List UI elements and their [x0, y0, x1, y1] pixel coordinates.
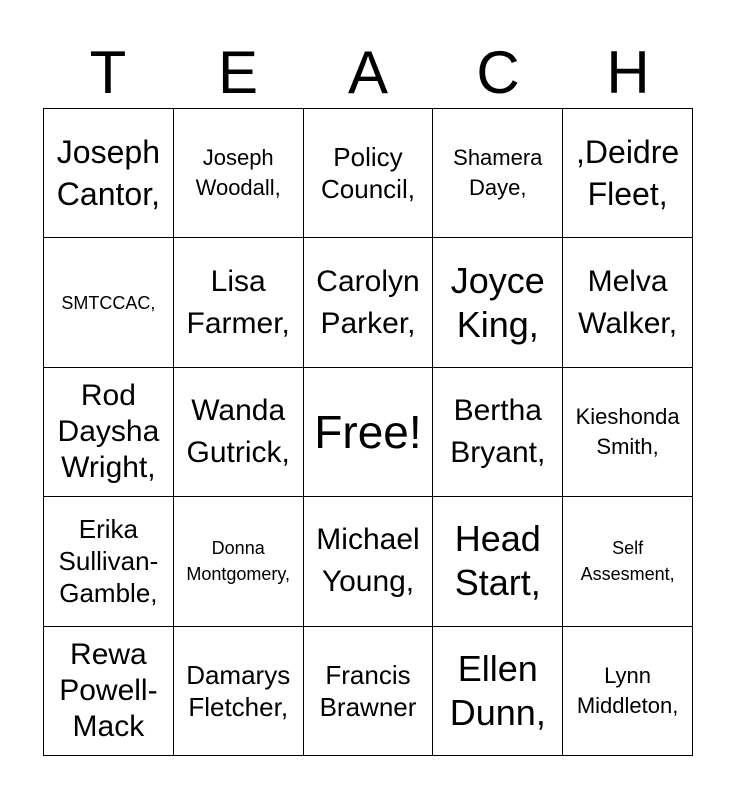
bingo-cell-r3-c5[interactable]	[563, 368, 693, 497]
cell-label: Rewa Powell- Mack	[59, 637, 158, 743]
bingo-cell-r1-c5[interactable]	[563, 109, 693, 238]
cell-label: Bertha Bryant,	[450, 393, 546, 469]
cell-label: Joseph Cantor,	[56, 134, 160, 213]
bingo-cell-r5-c1[interactable]	[44, 627, 174, 756]
bingo-board	[43, 108, 693, 756]
bingo-cell-r5-c5[interactable]	[563, 627, 693, 756]
header-letter-t: T	[89, 39, 127, 106]
bingo-cell-r1-c1[interactable]	[44, 109, 174, 238]
bingo-cell-r5-c2[interactable]	[174, 627, 304, 756]
bingo-cell-r5-c3[interactable]	[304, 627, 434, 756]
bingo-cell-r2-c4[interactable]	[433, 238, 563, 367]
bingo-cell-r4-c1[interactable]	[44, 497, 174, 626]
cell-label: Francis Brawner	[319, 659, 417, 722]
cell-label: Joyce King,	[450, 259, 545, 345]
header-letter-a: A	[347, 39, 389, 106]
bingo-cell-r2-c3[interactable]	[304, 238, 434, 367]
bingo-cell-r1-c3[interactable]	[304, 109, 434, 238]
bingo-header	[43, 38, 693, 108]
cell-label: Melva Walker,	[578, 264, 678, 340]
bingo-cell-r5-c4[interactable]	[433, 627, 563, 756]
cell-label: Donna Montgomery,	[186, 538, 291, 585]
bingo-cell-r4-c4[interactable]	[433, 497, 563, 626]
header-letter-h: H	[606, 39, 650, 106]
cell-label: Head Start,	[454, 518, 541, 604]
cell-label: Joseph Woodall,	[195, 145, 281, 201]
cell-label: Kieshonda Smith,	[575, 403, 680, 459]
header-letter-e: E	[217, 39, 259, 106]
cell-label: Carolyn Parker,	[316, 264, 420, 340]
cell-label: Lynn Middleton,	[576, 662, 679, 718]
cell-label: Lisa Farmer,	[186, 264, 290, 340]
cell-label: Policy Council,	[321, 142, 415, 205]
header-letter-c: C	[476, 39, 520, 106]
bingo-cell-r3-c3 free-space[interactable]	[304, 368, 434, 497]
bingo-cell-r2-c5[interactable]	[563, 238, 693, 367]
bingo-cell-r4-c5[interactable]	[563, 497, 693, 626]
cell-label: Michael Young,	[316, 523, 420, 599]
cell-label: ,Deidre Fleet,	[576, 134, 680, 213]
bingo-cell-r2-c2[interactable]	[174, 238, 304, 367]
bingo-cell-r2-c1[interactable]	[44, 238, 174, 367]
bingo-cell-r3-c2[interactable]	[174, 368, 304, 497]
free-space-label: Free!	[314, 405, 422, 458]
bingo-cell-r3-c1[interactable]	[44, 368, 174, 497]
cell-label: Ellen Dunn,	[449, 647, 546, 733]
bingo-cell-r3-c4[interactable]	[433, 368, 563, 497]
bingo-cell-r1-c2[interactable]	[174, 109, 304, 238]
bingo-cell-r1-c4[interactable]	[433, 109, 563, 238]
cell-label: Rod Daysha Wright,	[57, 378, 160, 484]
cell-label: Wanda Gutrick,	[186, 393, 290, 469]
cell-label: Self Assesment,	[580, 538, 675, 585]
bingo-cell-r4-c2[interactable]	[174, 497, 304, 626]
bingo-cell-r4-c3[interactable]	[304, 497, 434, 626]
cell-label: SMTCCAC,	[61, 292, 156, 313]
cell-label: Erika Sullivan- Gamble,	[58, 514, 159, 609]
cell-label: Damarys Fletcher,	[186, 659, 291, 722]
cell-label: Shamera Daye,	[453, 145, 543, 201]
